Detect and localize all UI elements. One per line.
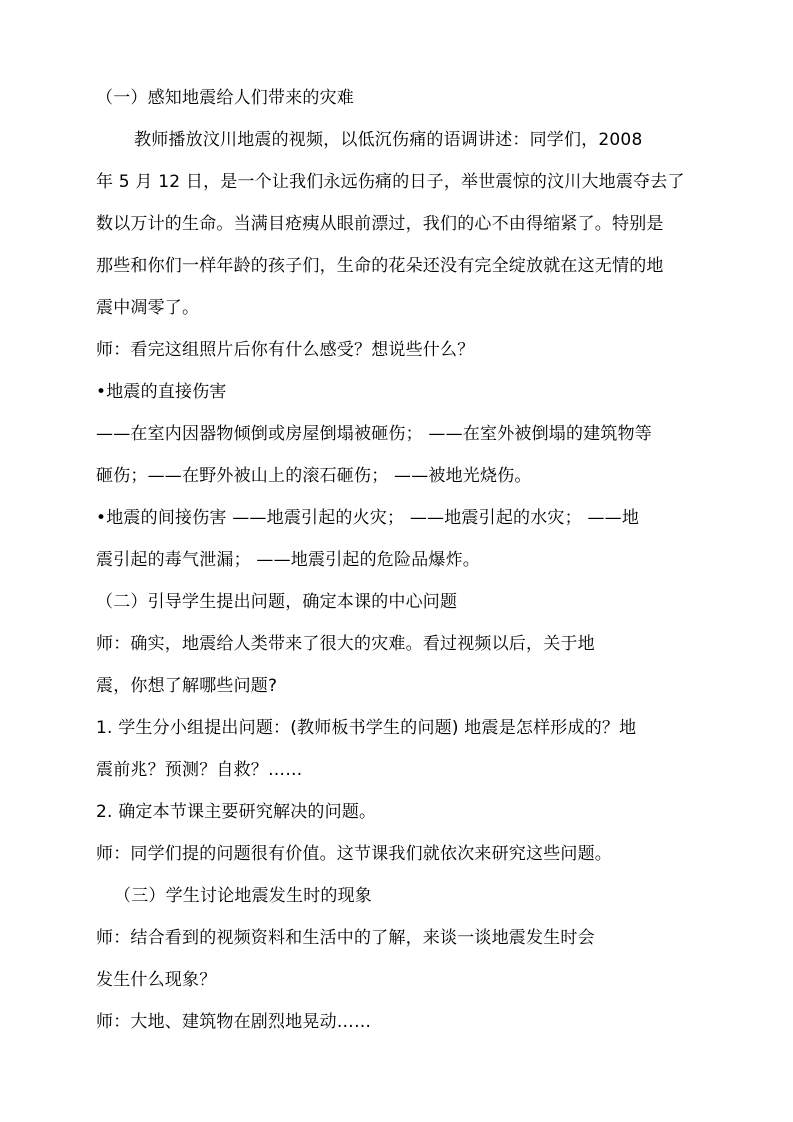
paragraph-line: 数以万计的生命。当满目疮痍从眼前漂过，我们的心不由得缩紧了。特别是 [96,214,664,234]
numbered-item: 1. 学生分小组提出问题：(教师板书学生的问题) 地震是怎样形成的？地 [96,718,637,738]
numbered-item: 2. 确定本节课主要研究解决的问题。 [96,802,377,822]
paragraph-line: 那些和你们一样年龄的孩子们，生命的花朵还没有完全绽放就在这无情的地 [96,256,664,276]
teacher-question: 师：看完这组照片后你有什么感受？想说些什么？ [96,340,475,360]
bullet-item: •地震的间接伤害 ——地震引起的火灾； ——地震引起的水灾； ——地 [96,508,640,528]
paragraph-line: 震前兆？预测？自救？…… [96,760,303,780]
teacher-line: 师：结合看到的视频资料和生活中的了解，来谈一谈地震发生时会 [96,928,595,948]
paragraph-line: 年 5 月 12 日，是一个让我们永远伤痛的日子，举世震惊的汶川大地震夺去了 [96,172,685,192]
teacher-line: 师：确实，地震给人类带来了很大的灾难。看过视频以后，关于地 [96,634,595,654]
paragraph-line: 震，你想了解哪些问题? [96,676,278,696]
teacher-line: 师：大地、建筑物在剧烈地晃动…… [96,1012,372,1032]
bullet-item: •地震的直接伤害 [96,382,227,402]
section-heading-3: （三）学生讨论地震发生时的现象 [114,886,372,906]
teacher-line: 师：同学们提的问题很有价值。这节课我们就依次来研究这些问题。 [96,844,612,864]
paragraph-line: ——在室内因器物倾倒或房屋倒塌被砸伤； ——在室外被倒塌的建筑物等 [96,424,653,444]
paragraph-line: 教师播放汶川地震的视频，以低沉伤痛的语调讲述：同学们，2008 [134,130,643,150]
section-heading-1: （一）感知地震给人们带来的灾难 [96,88,354,108]
paragraph-line: 震引起的毒气泄漏； ——地震引起的危险品爆炸。 [96,550,481,570]
paragraph-line: 震中凋零了。 [96,298,200,318]
section-heading-2: （二）引导学生提出问题，确定本课的中心问题 [96,592,458,612]
paragraph-line: 砸伤；——在野外被山上的滚石砸伤； ——被地光烧伤。 [96,466,532,486]
paragraph-line: 发生什么现象？ [96,970,217,990]
